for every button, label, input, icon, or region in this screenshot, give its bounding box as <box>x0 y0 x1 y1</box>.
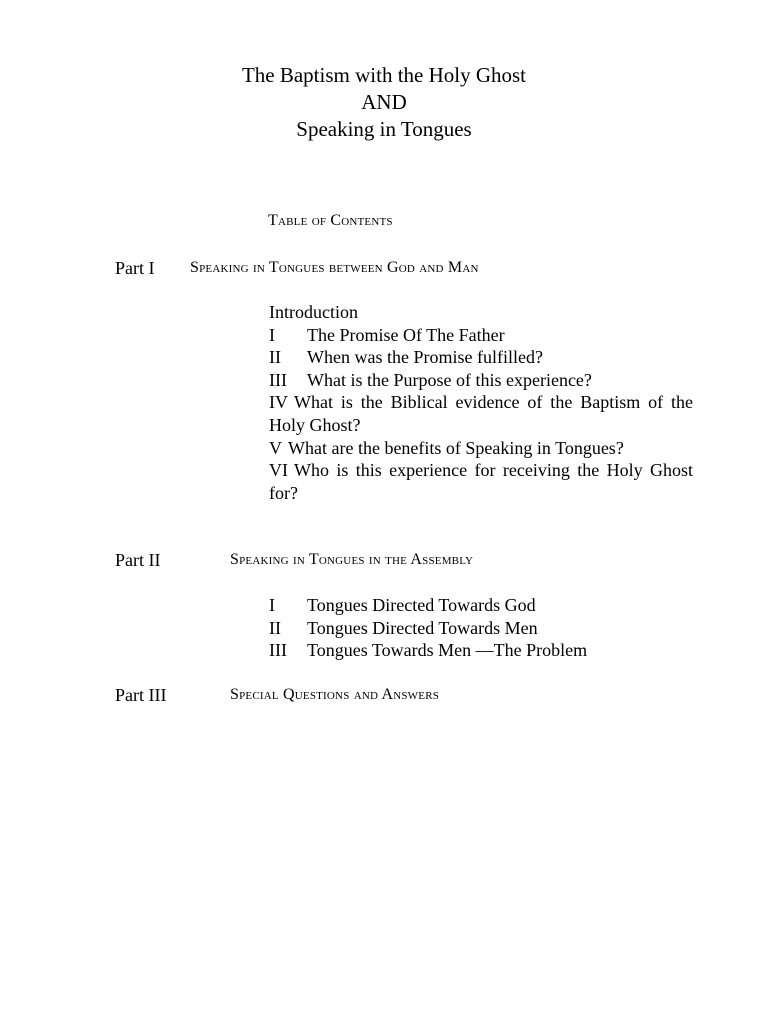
part-2-title: Speaking in Tongues in the Assembly <box>230 551 474 568</box>
toc-entry-text: What is the Biblical evidence of the Baptism of the Holy Ghost? <box>269 392 693 435</box>
toc-entry-text: The Promise Of The Father <box>307 324 505 345</box>
toc-entry-text: What is the Purpose of this experience? <box>307 369 592 390</box>
part-1-heading <box>115 257 479 279</box>
toc-entry-number: II <box>269 617 281 638</box>
toc-entry-number: I <box>269 324 275 345</box>
toc-entry-text: Tongues Directed Towards Men <box>307 617 538 638</box>
part-3-title: Special Questions and Answers <box>230 686 440 703</box>
part-3-label: Part III <box>115 685 167 705</box>
part-1-entries <box>269 301 693 504</box>
toc-entry <box>269 437 693 460</box>
toc-entry-text: What are the benefits of Speaking in Tongues? <box>288 437 624 458</box>
toc-entry <box>269 639 693 662</box>
toc-entry <box>269 617 693 640</box>
toc-entry-number: III <box>269 640 287 661</box>
title-line-2: AND <box>361 90 407 114</box>
part-1-label: Part I <box>115 258 155 278</box>
toc-entry-number: II <box>269 347 281 368</box>
part-3-heading <box>115 684 440 706</box>
toc-entry <box>269 301 693 324</box>
toc-entry-number: V <box>269 437 282 458</box>
toc-entry-number: VI <box>269 460 288 481</box>
part-2-entries <box>269 594 693 662</box>
title-line-1: The Baptism with the Holy Ghost <box>241 63 527 87</box>
document-title <box>0 62 768 143</box>
toc-entry-text: When was the Promise fulfilled? <box>307 347 543 368</box>
toc-entry-text: Who is this experience for receiving the Holy Ghost for? <box>269 460 693 503</box>
toc-entry-number: IV <box>269 392 288 413</box>
toc-heading: Table of Contents <box>268 212 393 229</box>
toc-entry <box>269 391 693 436</box>
toc-entry-number: I <box>269 595 275 615</box>
part-2-heading <box>115 549 474 571</box>
part-1-title: Speaking in Tongues between God and Man <box>190 259 479 276</box>
toc-entry <box>269 594 693 617</box>
toc-entry <box>269 369 693 392</box>
title-line-3: Speaking in Tongues <box>296 117 472 141</box>
toc-entry <box>269 324 693 347</box>
part-2-label: Part II <box>115 550 161 570</box>
toc-entry-text: Tongues Towards Men —The Problem <box>307 640 588 661</box>
toc-entry <box>269 346 693 369</box>
toc-entry <box>269 459 693 504</box>
toc-entry-text: Introduction <box>269 302 358 322</box>
toc-entry-number: III <box>269 369 287 390</box>
toc-entry-text: Tongues Directed Towards God <box>307 595 536 615</box>
